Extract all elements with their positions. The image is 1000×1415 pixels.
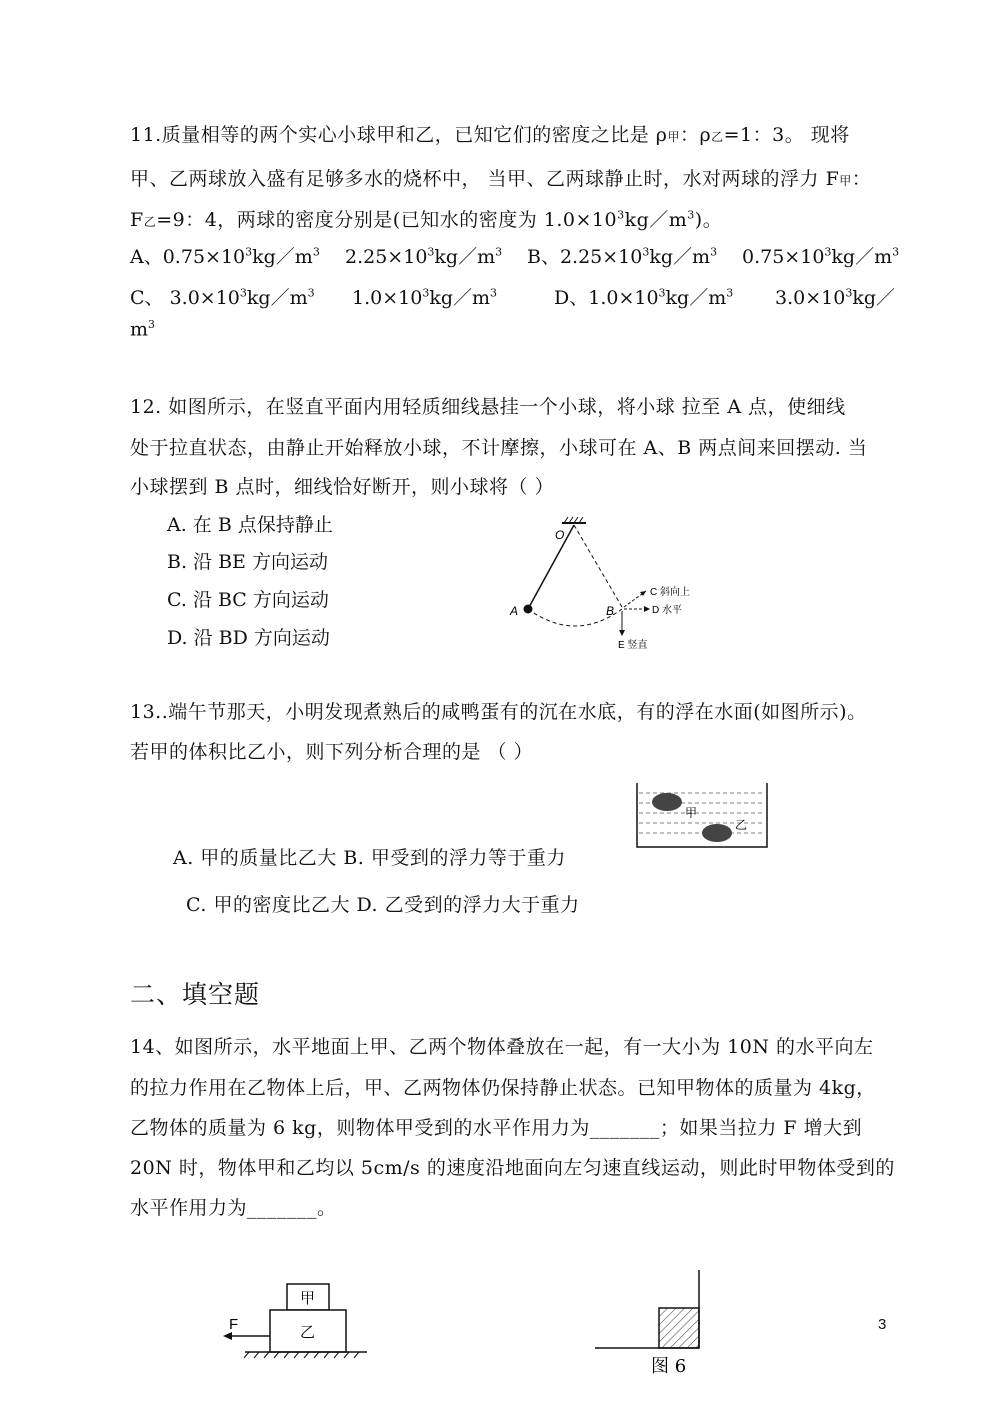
q11-option-c: C、 $3.0\times 10^3kg/m^3$ (130, 286, 315, 309)
q11-line3: F乙=9：4，两球的密度分别是(已知水的密度为 $1.0\times 10^3kg/m^3$)。 (130, 208, 723, 231)
stacked-blocks-figure (215, 1280, 375, 1365)
q12-option-d: D. 沿 BD 方向运动 (167, 627, 330, 649)
label-yi: 乙 (300, 1324, 316, 1341)
q11-option-d: D、$1.0\times 10^3kg/m^3$ (554, 286, 734, 309)
label-o: O (555, 528, 565, 542)
pendulum-string (528, 525, 574, 609)
arrow-e-head (619, 630, 625, 636)
label-f: F (229, 1316, 239, 1333)
q11-option-b: B、$2.25\times 10^3kg/m^3$ (527, 245, 718, 268)
q13-line1: 13..端午节那天，小明发现煮熟后的咸鸭蛋有的沉在水底，有的浮在水面(如图所示)。 (130, 701, 867, 723)
q14-line2: 的拉力作用在乙物体上后，甲、乙两物体仍保持静止状态。已知甲物体的质量为 4kg， (130, 1077, 876, 1099)
hatched-block (659, 1308, 699, 1348)
ground-hatch (244, 1352, 359, 1358)
q11-option-d-unit-wrap: $m^3$ (130, 318, 156, 341)
wall-block-figure (595, 1270, 715, 1390)
q12-line1: 12. 如图所示，在竖直平面内用轻质细线悬挂一个小球，将小球 拉至 A 点，使细线 (130, 396, 846, 418)
q11-line2: 甲、乙两球放入盛有足够多水的烧杯中， 当甲、乙两球静止时，水对两球的浮力 F甲： (130, 168, 872, 190)
section-heading: 二、填空题 (130, 980, 261, 1009)
egg-yi (702, 824, 732, 842)
q11-option-a-second: $2.25\times 10^3kg/m^3$ (345, 245, 503, 268)
q12-option-a: A. 在 B 点保持静止 (167, 514, 333, 536)
pendulum-ball (524, 605, 533, 614)
q11-line1: 11.质量相等的两个实心小球甲和乙，已知它们的密度之比是 ρ甲：ρ乙=1：3。 现将 (130, 124, 850, 146)
q12-line3: 小球摆到 B 点时，细线恰好断开，则小球将（ ） (130, 476, 555, 498)
force-arrow-head (223, 1332, 232, 1340)
q12-line2: 处于拉直状态，由静止开始释放小球，不计摩擦，小球可在 A、B 两点间来回摆动. 当 (130, 437, 868, 459)
dashed-string-to-b (574, 525, 622, 607)
label-jia: 甲 (685, 806, 698, 820)
q11-option-a: A、$0.75\times 10^3kg/m^3$ (130, 245, 320, 268)
q11-option-c-second: $1.0\times 10^3kg/m^3$ (352, 286, 498, 309)
q14-line4: 20N 时，物体甲和乙均以 5cm/s 的速度沿地面向左匀速直线运动，则此时甲物体受到的 (130, 1157, 895, 1179)
arrow-d-head (644, 606, 650, 612)
q12-option-b: B. 沿 BE 方向运动 (167, 551, 328, 573)
label-e: E 竖直 (618, 640, 648, 651)
q14-line3: 乙物体的质量为 6 kg，则物体甲受到的水平作用力为_______；如果当拉力 F 增大到 (130, 1117, 863, 1139)
q13-options-cd: C. 甲的密度比乙大 D. 乙受到的浮力大于重力 (186, 894, 580, 916)
label-yi: 乙 (735, 818, 748, 832)
label-c: C 斜向上 (650, 587, 690, 598)
q11-option-d-second: $3.0\times 10^3kg/$ (775, 286, 896, 309)
q14-line1: 14、如图所示，水平地面上甲、乙两个物体叠放在一起，有一大小为 10N 的水平向左 (130, 1036, 874, 1058)
label-jia: 甲 (300, 1290, 316, 1307)
page-number: 3 (878, 1316, 887, 1333)
q13-options-ab: A. 甲的质量比乙大 B. 甲受到的浮力等于重力 (173, 847, 566, 869)
label-b: B (606, 604, 615, 618)
q13-line2: 若甲的体积比乙小，则下列分析合理的是 （ ） (130, 741, 534, 763)
pendulum-figure (500, 515, 720, 660)
label-d: D 水平 (652, 605, 682, 616)
label-a: A (510, 604, 519, 618)
q14-line5: 水平作用力为_______。 (130, 1197, 337, 1219)
figure-caption: 图 6 (651, 1356, 687, 1377)
egg-beaker-figure (625, 775, 775, 855)
beaker-outline (637, 783, 767, 847)
egg-jia (652, 793, 682, 811)
q11-option-b-second: $0.75\times 10^3kg/m^3$ (742, 245, 900, 268)
q12-option-c: C. 沿 BC 方向运动 (167, 589, 329, 611)
